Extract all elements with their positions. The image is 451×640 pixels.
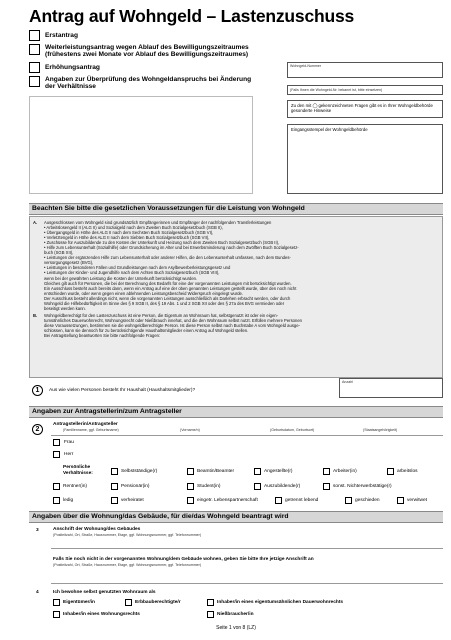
stamp-box (287, 124, 443, 194)
wohngeld-number-hint: (Falls Ihnen die Wohngeld-Nr. bekannt ist, bitte einsetzen) (290, 88, 383, 92)
label-eigentuemer: Eigentümer/in (63, 600, 95, 605)
prereq-b-line: Bei Antragstellung beantworten Sie bitte nachfolgende Fragen: (44, 333, 161, 339)
checkbox-erbbauberechtigt[interactable] (125, 599, 132, 606)
office-info-box (287, 100, 443, 118)
checkbox-eigentuemer[interactable] (53, 599, 60, 606)
current-address-line[interactable] (51, 583, 443, 584)
checkbox-niessbraucher[interactable] (207, 611, 214, 618)
prereq-a-line: Der Ausschluss besteht allerdings nicht, wenn die vorgenannten Leistungen ausschließlich als Darlehen erbracht werden, oder durch (44, 295, 291, 301)
question-2-number: 2 (32, 424, 43, 435)
hint-family-name: (Familienname, ggf. Geburtsname) (63, 428, 119, 432)
checkbox-herr[interactable] (53, 451, 60, 458)
checkbox-weiterleistungsantrag[interactable] (29, 44, 40, 55)
label-angestellt: Angestellte(r) (264, 469, 293, 474)
building-address-title: Anschrift der Wohnung/des Gebäudes (53, 527, 141, 532)
prereq-b-marker: B. (33, 313, 38, 318)
current-address-hint: (Postleitzahl, Ort, Straße, Hausnummer, Etage, ggf. Wohnungsnummer, ggf. Telefonnummer) (53, 563, 202, 567)
checkbox-arbeitslos[interactable] (387, 468, 394, 475)
checkbox-nichterwerbstaetig[interactable] (323, 483, 330, 490)
applicant-title: Antragstellerin/Antragsteller (53, 422, 118, 427)
prereq-a-line: entschieden wurde, oder wenn gegen einen ablehnenden Leistungsbescheid Widerspruch eingelegt wurde. (44, 290, 244, 296)
household-count-label: Anzahl (342, 380, 353, 384)
label-beamter: Beamtin/Beamter (197, 469, 235, 474)
prereq-a-line: • Leistungen in besonderen Fällen und Grundleistungen nach dem Asylbewerberleistungsgesetz und (44, 265, 231, 271)
stamp-label: Eingangsstempel der Wohngeldbehörde (291, 127, 368, 132)
wohngeld-number-hint-box (287, 85, 443, 95)
checkbox-getrennt[interactable] (275, 497, 282, 504)
checkbox-selbststaendig[interactable] (111, 468, 118, 475)
form-page (29, 6, 443, 636)
applicant-heading: Angaben zur Antragstellerin/zum Antragsteller (29, 406, 443, 418)
question-1-text: Aus wie vielen Personen besteht Ihr Haushalt (Haushaltsmitglieder)? (49, 388, 196, 393)
prereq-a-marker: A. (33, 220, 38, 225)
label-frau: Frau (64, 440, 74, 445)
checkbox-student[interactable] (187, 483, 194, 490)
hint-birth: (Geburtsdatum, Geburtsort) (270, 428, 315, 432)
office-info-text: Zu den mit ◯ gekennzeichneten Fragen gibt es in Ihrer Wohngeldbehörde gesonderte Hinweise (291, 103, 433, 114)
prereq-a-line: Gleiches gilt auch für Personen, die bei der Berechnung des Bedarfs für eine der vorgenannten Leistungen mit berücksichtigt wurden. (44, 280, 292, 286)
checkbox-beamter[interactable] (187, 468, 194, 475)
applicant-name-line[interactable] (51, 435, 443, 436)
prereq-a-list (44, 220, 440, 311)
prereq-a-line: versorgungsgesetz (BVG), (44, 260, 94, 266)
label-lebenspartnerschaft: eingetr. Lebenspartnerschaft (197, 498, 258, 503)
applicant-address-box[interactable] (29, 96, 253, 194)
checkbox-pensionaer[interactable] (111, 483, 118, 490)
label-ledig: ledig (63, 498, 74, 503)
label-nichterwerbstaetig: sonst. Nichterwerbstätige(r) (333, 484, 392, 489)
checkbox-ueberpruefung[interactable] (29, 76, 40, 87)
hint-first-name: (Vorname/n) (180, 428, 200, 432)
building-heading: Angaben über die Wohnung/das Gebäude, für die/das Wohngeld beantragt wird (29, 511, 443, 523)
label-student: Student(in) (197, 484, 221, 489)
prereq-a-line: • Arbeitslosengeld II (ALG II) und Sozialgeld nach dem Zweiten Buch Sozialgesetzbuch (SGB II), (44, 225, 223, 231)
prereq-b-list (44, 313, 440, 338)
label-herr: Herr (64, 452, 74, 457)
checkbox-arbeiter[interactable] (323, 468, 330, 475)
q4-title: Ich bewohne selbst genutzten Wohnraum als (53, 590, 156, 595)
checkbox-auszubildend[interactable] (254, 483, 261, 490)
label-wohnungsrecht: Inhaber/in eines Wohnungsrechts (63, 612, 140, 617)
checkbox-lebenspartnerschaft[interactable] (187, 497, 194, 504)
prerequisites-heading: Beachten Sie bitte die gesetzlichen Voraussetzungen für die Leistung von Wohngeld (29, 203, 443, 215)
prereq-a-line: beseitigt werden kann. (44, 305, 86, 311)
checkbox-geschieden[interactable] (345, 497, 352, 504)
prereq-a-line: Ausgeschlossen vom Wohngeld sind grundsätzlich Empfängerinnen und Empfänger der nachfolgenden Transferleistungen (44, 220, 272, 225)
checkbox-verheiratet[interactable] (111, 497, 118, 504)
prereq-a-line: wenn bei der gewährten Leistung die Kosten der Unterkunft berücksichtigt wurden. (44, 275, 198, 281)
current-address-title: Falls Sie noch nicht in der vorgenannten Wohnung/dem Gebäude wohnen, geben Sie bitte Ihre jetzige Anschrift an (53, 557, 314, 562)
prereq-a-line: • Hilfe zum Lebensunterhalt (Sozialhilfe) oder Grundsicherung im Alter und bei Erwerbsminderung nach dem Zwölften Buch Sozialgesetz- (44, 245, 299, 251)
label-weiterleistungsantrag: Weiterleistungsantrag wegen Ablauf des Bewilligungszeitraumes (frühestens zwei Monate vor Ablauf des Bewilligungszeitraumes) (45, 44, 249, 59)
prerequisites-notice (29, 216, 443, 378)
checkbox-frau[interactable] (53, 439, 60, 446)
checkbox-rentner[interactable] (53, 483, 60, 490)
page-footer: Seite 1 von 8 (LZ) (216, 625, 256, 631)
label-getrennt: getrennt lebend (285, 498, 319, 503)
label-ueberpruefung: Angaben zur Überprüfung des Wohngeldanspruchs bei Änderung der Verhältnisse (45, 76, 252, 91)
prereq-a-line: • Zuschüsse für Auszubildende zu den Kosten der Unterkunft und Heizung nach dem Zweiten Buch Sozialgesetzbuch (SGB II), (44, 240, 280, 246)
label-selbststaendig: Selbstständige(r) (121, 469, 158, 474)
label-verheiratet: verheiratet (121, 498, 144, 503)
household-count-field[interactable] (339, 378, 443, 398)
prereq-b-line: tumsähnliches Dauerwohnrecht, Wohnungsrecht oder Nießbrauch innehat, und die den Wohnraum selbst nutzt. Erfüllen mehrere Personen (44, 318, 302, 324)
checkbox-dauerwohnrecht[interactable] (207, 599, 214, 606)
label-rentner: Rentner(in) (63, 484, 87, 489)
hint-nationality: (Staatsangehörigkeit) (363, 428, 398, 432)
label-niessbraucher: Nießbraucher/in (217, 612, 254, 617)
label-erhoehungsantrag: Erhöhungsantrag (45, 64, 100, 71)
checkbox-angestellt[interactable] (254, 468, 261, 475)
question-1-number: 1 (32, 385, 43, 396)
prereq-a-line: • Verletztengeld in Höhe des ALG II nach dem Siebten Buch Sozialgesetzbuch (SGB VII), (44, 235, 210, 241)
label-pensionaer: Pensionär(in) (121, 484, 150, 489)
label-verwitwet: verwitwet (407, 498, 427, 503)
prereq-a-line: buch (SGB XII), (44, 250, 74, 256)
wohngeld-number-field[interactable] (287, 62, 443, 78)
prereq-b-line: diese Voraussetzungen, bestimmen sie die wohngeldberechtigte Person. Ist diese Person selbst nach Buchstabe A vom Wohngeld ausge- (44, 323, 300, 329)
question-4-number: 4 (36, 590, 39, 595)
label-dauerwohnrecht: Inhaber/in eines eigentumsähnlichen Dauerwohnrechts (217, 600, 344, 605)
prereq-b-line: schlossen, kann sie dennoch für zu berücksichtigende Haushaltsmitglieder einen Antrag auf Wohngeld stellen. (44, 328, 249, 334)
label-erbbauberechtigt: Erbbauberechtigte/r (135, 600, 181, 605)
building-address-line[interactable] (51, 548, 443, 549)
prereq-a-line: Ein Ausschluss besteht auch bereits dann, wenn ein Antrag auf eine der oben genannten Leistungen gestellt wurde, über den noch nicht (44, 285, 297, 291)
prereq-a-line: • Leistungen der Kinder- und Jugendhilfe nach dem Achten Buch Sozialgesetzbuch (SGB VIII), (44, 270, 220, 276)
prereq-a-line: • Leistungen der ergänzenden Hilfe zum Lebensunterhalt oder anderer Hilfen, die den Lebensunterhalt umfassen, nach dem Bundes- (44, 255, 291, 261)
wohngeld-number-label: Wohngeld-Nummer (290, 64, 322, 68)
question-3-number: 3 (36, 528, 39, 533)
checkbox-erhoehungsantrag[interactable] (29, 62, 40, 73)
checkbox-ledig[interactable] (53, 497, 60, 504)
prereq-b-line: Wohngeldberechtigt für den Lastenzuschuss ist eine Person, die Eigentum an Wohnraum hat, selbstgenutzt ist oder ein eigen- (44, 313, 279, 318)
checkbox-wohnungsrecht[interactable] (53, 611, 60, 618)
checkbox-erstantrag[interactable] (29, 30, 40, 41)
label-geschieden: geschieden (355, 498, 380, 503)
label-erstantrag: Erstantrag (45, 32, 78, 39)
page-title: Antrag auf Wohngeld – Lastenzuschuss (29, 6, 355, 26)
building-address-hint: (Postleitzahl, Ort, Straße, Hausnummer, Etage, ggf. Wohnungsnummer, ggf. Telefonnummer) (53, 533, 202, 537)
personal-status-label: Persönliche Verhältnisse: (63, 465, 93, 476)
label-arbeitslos: arbeitslos (397, 469, 418, 474)
label-auszubildend: Auszubildende(r) (264, 484, 301, 489)
prereq-a-line: • Übergangsgeld in Höhe des ALG II nach dem Sechsten Buch Sozialgesetzbuch (SGB VI), (44, 230, 214, 236)
label-arbeiter: Arbeiter(in) (333, 469, 357, 474)
checkbox-verwitwet[interactable] (397, 497, 404, 504)
prereq-a-line: Wohngeld die Hilfebedürftigkeit im Sinne des § 9 SGB II, des § 19 Abs. 1 und 2 SGB XII oder des § 27a des BVG vermieden oder (44, 300, 285, 306)
